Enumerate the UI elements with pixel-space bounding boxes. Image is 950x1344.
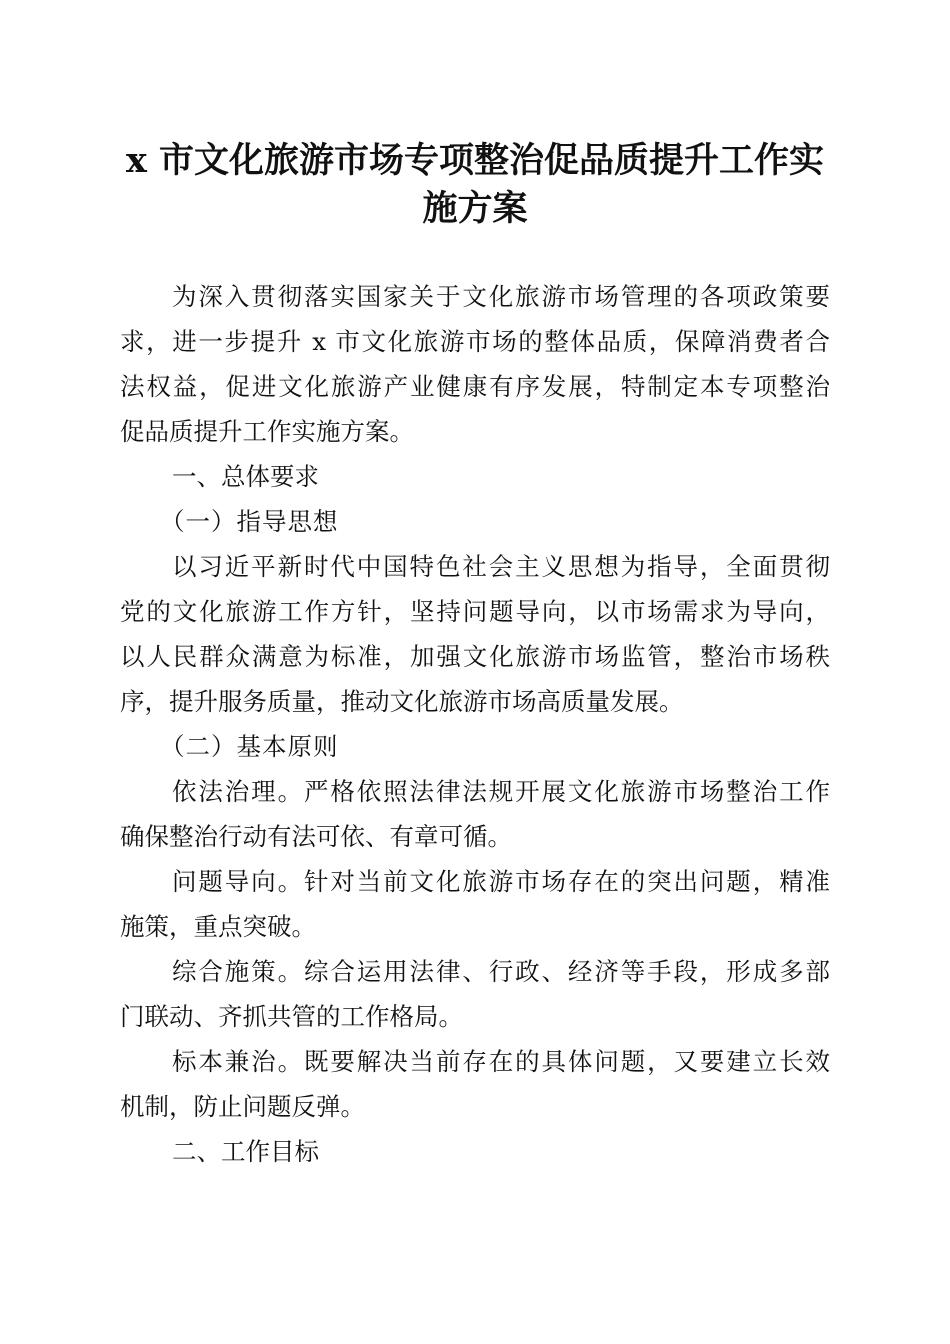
intro-line-4: 促品质提升工作实施方案。 (120, 417, 414, 446)
principle-2-line-1: 问题导向。针对当前文化旅游市场存在的突出问题，精准 (172, 867, 830, 896)
intro-line-3: 法权益，促进文化旅游产业健康有序发展，特制定本专项整治 (120, 372, 830, 401)
principle-1-line-2: 确保整治行动有法可依、有章可循。 (120, 822, 512, 851)
intro-line-1: 为深入贯彻落实国家关于文化旅游市场管理的各项政策要 (172, 282, 830, 311)
principle-3-line-1: 综合施策。综合运用法律、行政、经济等手段，形成多部 (172, 957, 830, 986)
document-title-line-2: 施方案 (422, 188, 528, 229)
guiding-line-2: 党的文化旅游工作方针，坚持问题导向，以市场需求为导向， (120, 597, 830, 626)
guiding-line-3: 以人民群众满意为标准，加强文化旅游市场监管，整治市场秩 (120, 642, 830, 671)
principle-4-line-1: 标本兼治。既要解决当前存在的具体问题，又要建立长效 (172, 1047, 830, 1076)
principle-4-line-2: 机制，防止问题反弹。 (120, 1092, 365, 1121)
principle-1-line-1: 依法治理。严格依照法律法规开展文化旅游市场整治工作 (172, 777, 830, 806)
principle-3-line-2: 门联动、齐抓共管的工作格局。 (120, 1002, 463, 1031)
section-heading-2: 二、工作目标 (172, 1137, 319, 1166)
subsection-heading-guiding-thought: （一）指导思想 (160, 507, 339, 536)
intro-line-2: 求，进一步提升 x 市文化旅游市场的整体品质，保障消费者合 (120, 327, 830, 356)
guiding-line-1: 以习近平新时代中国特色社会主义思想为指导，全面贯彻 (172, 552, 830, 581)
guiding-line-4: 序，提升服务质量，推动文化旅游市场高质量发展。 (120, 687, 684, 716)
document-title-line-1: x 市文化旅游市场专项整治促品质提升工作实 (125, 140, 825, 181)
principle-2-line-2: 施策，重点突破。 (120, 912, 316, 941)
section-heading-1: 一、总体要求 (172, 462, 319, 491)
subsection-heading-basic-principles: （二）基本原则 (160, 732, 339, 761)
